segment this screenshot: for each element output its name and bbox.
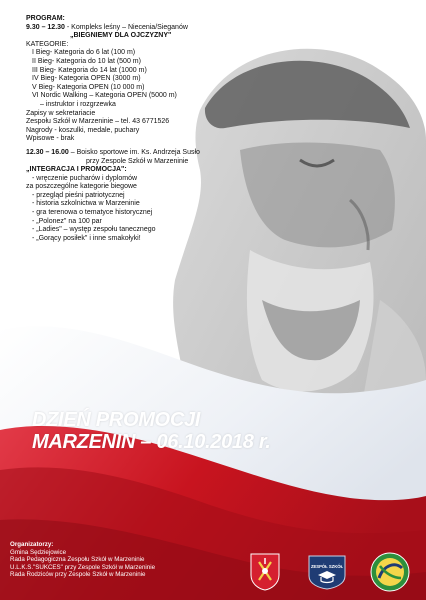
category-item: IV Bieg- Kategoria OPEN (3000 m) bbox=[32, 75, 141, 83]
integration-item: za poszczególne kategorie biegowe bbox=[26, 183, 137, 191]
integration-item: - „Polonez" na 100 par bbox=[32, 217, 102, 225]
program-event-field: – Boisko sportowe im. Ks. Andrzeja Susło bbox=[68, 148, 200, 156]
registration-line: Zespołu Szkół w Marzeninie – tel. 43 6771526 bbox=[26, 118, 170, 126]
organizer-item: Gmina Sędziejowice bbox=[10, 548, 67, 556]
program-block bbox=[26, 15, 200, 243]
registration-line: Wpisowe - brak bbox=[26, 135, 75, 143]
registration-line: Zapisy w sekretariacie bbox=[26, 109, 96, 117]
integration-item: - wręczenie pucharów i dyplomów bbox=[32, 174, 138, 182]
program-time-afternoon: 12.30 – 16.00 bbox=[26, 148, 69, 156]
school-badge-icon bbox=[307, 554, 347, 590]
organizer-item: U.L.K.S."SUKCES" przy Zespole Szkół w Marzeninie bbox=[10, 563, 156, 571]
program-first-event bbox=[26, 24, 200, 33]
school-badge-text: ZESPÓŁ SZKÓŁ bbox=[310, 564, 344, 569]
organizer-item: Rada Pedagogiczna Zespołu Szkół w Marzeninie bbox=[10, 556, 145, 564]
categories-heading: KATEGORIE: bbox=[26, 40, 69, 48]
category-item: II Bieg- Kategoria do 10 lat (500 m) bbox=[32, 57, 141, 65]
integration-item: - „Gorący posiłek" i inne smakołyki! bbox=[32, 234, 141, 242]
sports-club-logo-icon bbox=[370, 552, 410, 592]
program-slogan: „BIEGNIEMY DLA OJCZYZNY" bbox=[70, 32, 172, 40]
program-time-morning: 9.30 – 12.30 bbox=[26, 23, 65, 31]
category-item: V Bieg- Kategoria OPEN (10 000 m) bbox=[32, 83, 145, 91]
integration-item: - przegląd pieśni patriotycznej bbox=[32, 191, 125, 199]
program-heading: PROGRAM: bbox=[26, 15, 65, 22]
integration-item: - gra terenowa o tematyce historycznej bbox=[32, 209, 153, 217]
category-item: – instruktor i rozgrzewka bbox=[40, 100, 116, 108]
registration-line: Nagrody - koszulki, medale, puchary bbox=[26, 126, 140, 134]
organizers-heading: Organizatorzy: bbox=[10, 541, 54, 548]
integration-item: - „Ladies" – występ zespołu tanecznego bbox=[32, 226, 156, 234]
municipality-coat-of-arms-icon bbox=[250, 553, 280, 591]
category-item: I Bieg- Kategoria do 6 lat (100 m) bbox=[32, 49, 136, 57]
program-event-forest: - Kompleks leśny – Niecenia/Sieganów bbox=[64, 23, 188, 31]
integration-heading: „INTEGRACJA I PROMOCJA": bbox=[26, 166, 127, 174]
integration-item: - historia szkolnictwa w Marzeninie bbox=[32, 200, 140, 208]
category-item: III Bieg- Kategoria do 14 lat (1000 m) bbox=[32, 66, 147, 74]
promo-title-line2: MARZENIN – 06.10.2018 r. bbox=[32, 431, 271, 453]
program-event-field-location: przy Zespole Szkół w Marzeninie bbox=[86, 157, 189, 165]
promo-title-line1: DZIEŃ PROMOCJI bbox=[32, 409, 201, 431]
organizer-item: Rada Rodziców przy Zespole Szkół w Marzeninie bbox=[10, 571, 146, 579]
organizers-block bbox=[10, 541, 155, 579]
promo-title bbox=[32, 409, 270, 453]
program-second-event bbox=[26, 149, 200, 158]
category-item: VI Nordic Walking – Kategoria OPEN (5000 m) bbox=[32, 92, 177, 100]
